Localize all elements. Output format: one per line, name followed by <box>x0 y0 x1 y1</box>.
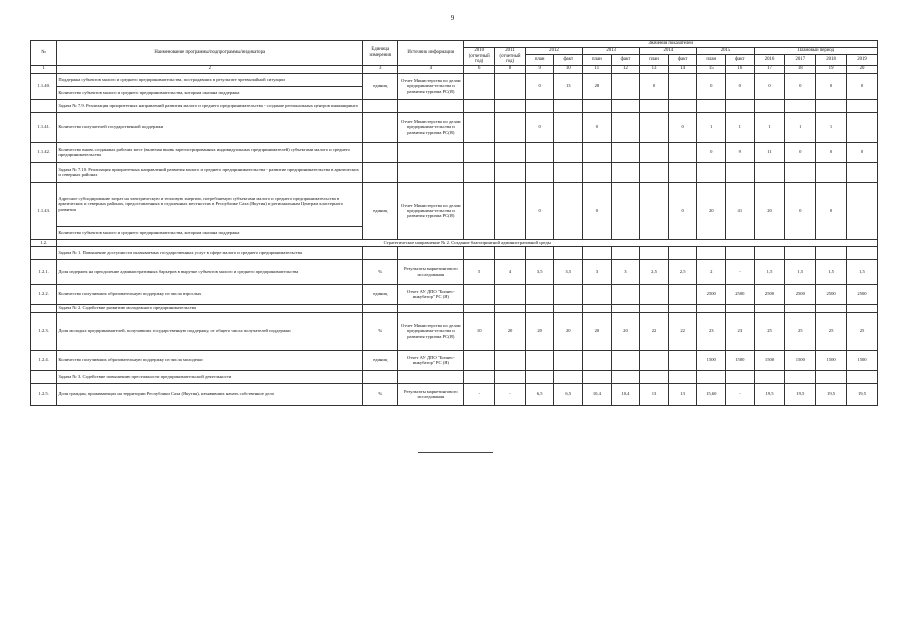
row-name: Поддержка субъектов малого и среднего предпринимательства, пострадавших в результате чрезвычайной ситуации <box>57 73 363 86</box>
cell-value: 3,5 <box>525 259 554 284</box>
year-2014-header: 2014 <box>640 48 697 55</box>
fact-2015-header: факт <box>726 55 755 66</box>
cell-value: 10 <box>464 312 495 350</box>
year-2013-header: 2013 <box>583 48 640 55</box>
row-source: Отчет Министерства по делам предпринима-тельства и развития туризма РС(Я) <box>398 312 464 350</box>
cell-value: 20 <box>525 312 554 350</box>
cell-value: 0 <box>785 182 816 239</box>
row-number: 1.2.1. <box>31 259 57 284</box>
row-unit: % <box>363 312 398 350</box>
row-number: 1.2.3. <box>31 312 57 350</box>
cell-value: 0 <box>846 73 877 99</box>
col-no: 13 <box>640 65 669 73</box>
cell-value: 0 <box>525 182 554 239</box>
task-heading: Задача № 1. Повышение доступности оказываемых государственных услуг в сфере малого и среднего предпринимательства <box>57 246 363 259</box>
footer-divider <box>418 452 493 453</box>
section-heading: Стратегическое направление № 2. Создание благоприятной административной среды <box>57 239 878 246</box>
task-heading: Задача № 3. Содействие повышению престижности предпринимательской деятельности <box>57 370 363 383</box>
cell-value: 2500 <box>785 284 816 304</box>
cell-value: 1 <box>726 112 755 142</box>
row-number: 1.2.5. <box>31 383 57 405</box>
table-row <box>31 284 878 304</box>
cell-value: 1500 <box>785 350 816 370</box>
cell-value: 0 <box>846 142 877 162</box>
row-unit: % <box>363 383 398 405</box>
row-name: Количество субъектов малого и среднего предпринимательства, которым оказана поддержка <box>57 86 363 99</box>
row-name: Доля издержек на преодоление административных барьеров в выручке субъектов малого и среднего предпринимательства <box>57 259 363 284</box>
cell-value: 1500 <box>754 350 785 370</box>
cell-value: 28 <box>583 73 612 99</box>
cell-value: 3 <box>583 259 612 284</box>
task-row <box>31 370 878 383</box>
cell-value: 1500 <box>697 350 726 370</box>
cell-value: 3,5 <box>554 259 583 284</box>
cell-value: 0 <box>583 112 612 142</box>
cell-value: 0 <box>697 73 726 99</box>
col-no: 9 <box>525 65 554 73</box>
section-row <box>31 239 878 246</box>
row-name: Количество получивших образовательную поддержку из числа взрослых <box>57 284 363 304</box>
row-name: Адресное субсидирование затрат на электрическую и тепловую энергию, потребляемую субъектами малого и среднего предпринимательства в арктических и северных районах, предоставленных в отдаленных местностях в Республике Саха (Якутия) и региональным Центрам кластерного развития <box>57 182 363 226</box>
row-number: 1.1.40. <box>31 73 57 99</box>
cell-value: - <box>464 383 495 405</box>
plan-period-header: Плановый период <box>754 48 877 55</box>
cell-value: 25 <box>846 312 877 350</box>
row-name: Количество вновь созданных рабочих мест (включая вновь зарегистрированных индивидуальных предпринимателей) субъектами малого и среднего предпринимательства <box>57 142 363 162</box>
year-2019-header: 2019 <box>846 55 877 66</box>
plan-2012-header: план <box>525 55 554 66</box>
fact-2014-header: факт <box>668 55 697 66</box>
cell-value: 20 <box>754 182 785 239</box>
indicators-table <box>30 40 878 406</box>
row-number: 1.1.43. <box>31 182 57 239</box>
cell-value: 2500 <box>846 284 877 304</box>
cell-value: 2500 <box>816 284 847 304</box>
cell-value: 19,5 <box>785 383 816 405</box>
cell-value: 19,5 <box>816 383 847 405</box>
cell-value: 10,4 <box>611 383 640 405</box>
table-row <box>31 182 878 226</box>
col-no: 14 <box>668 65 697 73</box>
cell-value: 20 <box>495 312 526 350</box>
cell-value: 22 <box>640 312 669 350</box>
col-no: 2 <box>57 65 363 73</box>
row-name: Количество получивших образовательную поддержку из числа молодежи <box>57 350 363 370</box>
col-source-header: Источник информации <box>398 41 464 66</box>
row-unit: единиц <box>363 73 398 99</box>
row-unit: единиц <box>363 284 398 304</box>
cell-value: - <box>495 383 526 405</box>
cell-value: 19,5 <box>754 383 785 405</box>
table-row <box>31 112 878 142</box>
cell-value: 20 <box>583 312 612 350</box>
cell-value: 1 <box>816 112 847 142</box>
year-2011-header: 2011 (отчетный год) <box>495 48 526 66</box>
col-no: 18 <box>785 65 816 73</box>
cell-value: 1,5 <box>754 259 785 284</box>
cell-value: 0 <box>525 73 554 99</box>
task-row <box>31 99 878 112</box>
fact-2012-header: факт <box>554 55 583 66</box>
cell-value: 0 <box>668 182 697 239</box>
row-number: 1.1.41. <box>31 112 57 142</box>
cell-value: 23 <box>726 312 755 350</box>
row-number: 1.2.4. <box>31 350 57 370</box>
cell-value: 20 <box>611 312 640 350</box>
cell-value: 6,5 <box>554 383 583 405</box>
cell-value: 2500 <box>697 284 726 304</box>
plan-2013-header: план <box>583 55 612 66</box>
row-name: Количество субъектов малого и среднего предпринимательства, которым оказана поддержка <box>57 226 363 239</box>
row-source: Отчет Министерства по делам предпринима-тельства и развития туризма РС(Я) <box>398 73 464 99</box>
table-row <box>31 312 878 350</box>
cell-value: 0 <box>525 112 554 142</box>
col-no: 1 <box>31 65 57 73</box>
table-row <box>31 383 878 405</box>
task-heading: Задача № 7.10. Реализация приоритетных направлений развития малого и среднего предпринимательства - развитие предпринимательства в арктических и северных районах <box>57 162 363 182</box>
row-source: Отчет Министерства по делам предпринима-тельства и развития туризма РС(Я) <box>398 112 464 142</box>
row-source: Результаты маркетингового исследования <box>398 383 464 405</box>
cell-value: 2500 <box>754 284 785 304</box>
cell-value: 23 <box>697 312 726 350</box>
cell-value: 0 <box>668 112 697 142</box>
section-number: 1.2. <box>31 239 57 246</box>
cell-value: 0 <box>816 142 847 162</box>
cell-value: 9 <box>726 142 755 162</box>
row-source: Отчет Министерства по делам предпринима-тельства и развития туризма РС(Я) <box>398 182 464 239</box>
cell-value: 1500 <box>846 350 877 370</box>
col-no: 8 <box>495 65 526 73</box>
cell-value: - <box>726 259 755 284</box>
cell-value: 13 <box>668 383 697 405</box>
row-number: 1.2.2. <box>31 284 57 304</box>
task-row <box>31 246 878 259</box>
row-name: Доля молодых предпринимателей, получивших государственную поддержку, от общего числа получателей поддержки <box>57 312 363 350</box>
year-2012-header: 2012 <box>525 48 582 55</box>
cell-value: 19,5 <box>846 383 877 405</box>
col-no: 20 <box>846 65 877 73</box>
cell-value: 2500 <box>726 284 755 304</box>
cell-value: 0 <box>816 182 847 239</box>
task-heading: Задача № 7.9. Реализация приоритетных направлений развития малого и среднего предпринимательства - создание региональных центров инжиниринга <box>57 99 363 112</box>
cell-value: 1500 <box>726 350 755 370</box>
cell-value: 0 <box>726 73 755 99</box>
row-unit: единиц <box>363 182 398 239</box>
cell-value: 25 <box>754 312 785 350</box>
col-no: 3 <box>363 65 398 73</box>
row-unit: % <box>363 259 398 284</box>
cell-value: 3 <box>611 259 640 284</box>
task-heading: Задача № 2. Содействие развитию молодежного предпринимательства <box>57 304 363 312</box>
col-no: 19 <box>816 65 847 73</box>
year-2010-header: 2010 (отчетный год) <box>464 48 495 66</box>
col-no: 17 <box>754 65 785 73</box>
cell-value: 1,5 <box>846 259 877 284</box>
year-2016-header: 2016 <box>754 55 785 66</box>
year-2017-header: 2017 <box>785 55 816 66</box>
cell-value: 6,5 <box>525 383 554 405</box>
task-row <box>31 304 878 312</box>
cell-value: 13 <box>640 383 669 405</box>
cell-value: 2,5 <box>668 259 697 284</box>
cell-value: 2,5 <box>640 259 669 284</box>
cell-value: 15,60 <box>697 383 726 405</box>
cell-value: 25 <box>785 312 816 350</box>
task-row <box>31 162 878 182</box>
cell-value: 2 <box>697 259 726 284</box>
row-number: 1.1.42. <box>31 142 57 162</box>
cell-value: 1500 <box>816 350 847 370</box>
col-no: 11 <box>583 65 612 73</box>
row-name: Количество получателей государственной поддержки <box>57 112 363 142</box>
page-number: 9 <box>450 14 455 22</box>
year-2018-header: 2018 <box>816 55 847 66</box>
row-name: Доля граждан, проживающих на территории Республики Саха (Якутия), изъявивших начать собственное дело <box>57 383 363 405</box>
row-source: Результаты маркетингового исследования <box>398 259 464 284</box>
table-row <box>31 259 878 284</box>
year-2015-header: 2015 <box>697 48 754 55</box>
cell-value: 0 <box>785 142 816 162</box>
col-name-header: Наименование программы/подпрограммы/индикатора <box>57 41 363 66</box>
row-source: Отчет АУ ДПО "Бизнес-инкубатор" РС (Я) <box>398 284 464 304</box>
cell-value: 0 <box>785 73 816 99</box>
cell-value: 22 <box>668 312 697 350</box>
cell-value: 5 <box>464 259 495 284</box>
table-row <box>31 73 878 86</box>
row-unit: единиц <box>363 350 398 370</box>
cell-value: 41 <box>726 182 755 239</box>
col-unit-header: Единица измерения <box>363 41 398 66</box>
table-row <box>31 142 878 162</box>
col-number-header: № <box>31 41 57 66</box>
cell-value: 4 <box>495 259 526 284</box>
col-values-header: Значения показателей <box>464 41 878 48</box>
row-source: Отчет АУ ДПО "Бизнес-инкубатор" РС (Я) <box>398 350 464 370</box>
table-row <box>31 350 878 370</box>
cell-value: 1 <box>785 112 816 142</box>
cell-value: 1,5 <box>816 259 847 284</box>
cell-value: - <box>726 383 755 405</box>
cell-value: 0 <box>697 142 726 162</box>
cell-value: 0 <box>640 73 669 99</box>
fact-2013-header: факт <box>611 55 640 66</box>
cell-value: 0 <box>754 73 785 99</box>
cell-value: 1,5 <box>785 259 816 284</box>
cell-value: 0 <box>583 182 612 239</box>
plan-2014-header: план <box>640 55 669 66</box>
cell-value: 0 <box>816 73 847 99</box>
col-no: 12 <box>611 65 640 73</box>
col-no: 16 <box>726 65 755 73</box>
cell-value: 11 <box>754 142 785 162</box>
cell-value: 20 <box>554 312 583 350</box>
cell-value: 1 <box>697 112 726 142</box>
col-no: 15 <box>697 65 726 73</box>
plan-2015-header: план <box>697 55 726 66</box>
col-no: 10 <box>554 65 583 73</box>
cell-value: 20 <box>697 182 726 239</box>
col-no: 4 <box>398 65 464 73</box>
cell-value: 13 <box>554 73 583 99</box>
cell-value: 1 <box>754 112 785 142</box>
col-no: 6 <box>464 65 495 73</box>
cell-value: 10,4 <box>583 383 612 405</box>
cell-value: 25 <box>816 312 847 350</box>
column-numbers-row <box>31 65 878 73</box>
